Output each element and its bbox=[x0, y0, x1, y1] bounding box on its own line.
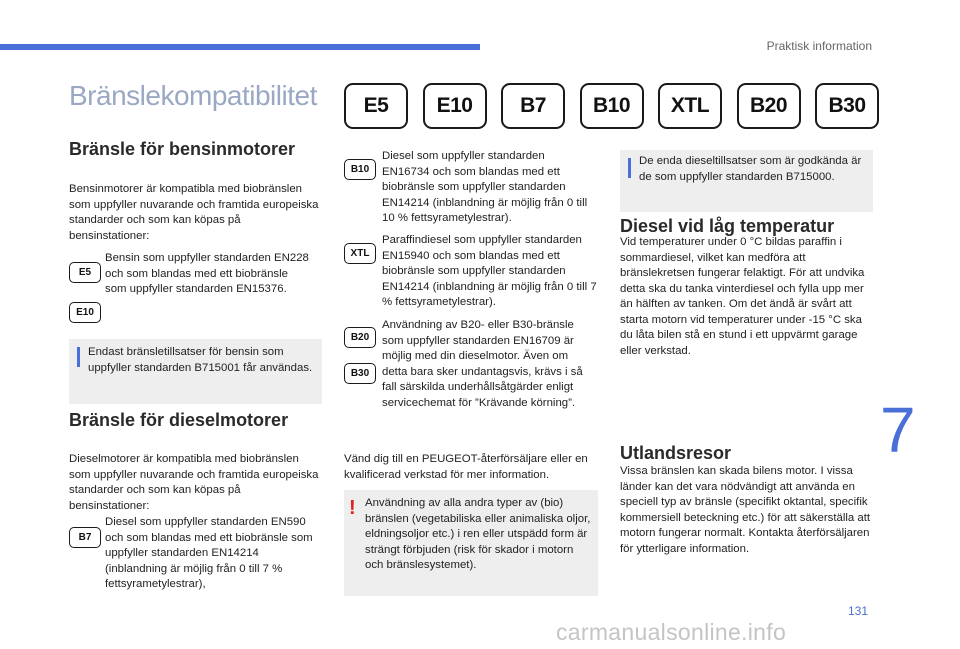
fuel-badge-b10: B10 bbox=[580, 83, 644, 129]
abroad-heading: Utlandsresor bbox=[620, 443, 732, 463]
b30-small-badge: B30 bbox=[344, 363, 376, 384]
b10-small-badge: B10 bbox=[344, 159, 376, 180]
xtl-small-badge: XTL bbox=[344, 243, 376, 264]
diesel-intro: Dieselmotorer är kompatibla med biobränslen som uppfyller nuvarande och framtida europeiska standarder och som kan köpas på bensinstationer: bbox=[69, 453, 319, 512]
fuel-badge-b20: B20 bbox=[737, 83, 801, 129]
petrol-spec-text: Bensin som uppfyller standarden EN228 och som blandas med ett biobränsle som uppfyller standarden EN15376. bbox=[105, 252, 309, 295]
low-temp-heading: Diesel vid låg temperatur bbox=[620, 216, 835, 236]
warning-text: Användning av alla andra typer av (bio) bränslen (vegetabiliska eller animaliska oljor, eldningsoljor etc.) i ren eller utspädd form är strängt förbjuden (risk för skador i motorn och bränslesystemet). bbox=[365, 497, 591, 571]
diesel-additive-box bbox=[620, 150, 873, 212]
top-accent-bar bbox=[0, 44, 480, 50]
fuel-badge-b30: B30 bbox=[815, 83, 879, 129]
b20-small-badge: B20 bbox=[344, 327, 376, 348]
warning-box bbox=[344, 490, 598, 596]
section-header: Praktisk information bbox=[766, 39, 872, 53]
b10-text: Diesel som uppfyller standarden EN16734 och som blandas med ett biobränsle som uppfyller standarden EN14214 (inblandning är möjlig från 0 till 10 % fettsyrametylestrar). bbox=[382, 150, 588, 224]
e10-small-badge: E10 bbox=[69, 302, 101, 323]
petrol-heading: Bränsle för bensinmotorer bbox=[69, 139, 296, 159]
fuel-badge-e5: E5 bbox=[344, 83, 408, 129]
additive-text: De enda dieseltillsatser som är godkända är de som uppfyller standarden B715000. bbox=[639, 155, 862, 183]
info-icon bbox=[628, 158, 631, 178]
chapter-number: 7 bbox=[880, 394, 916, 466]
fuel-badge-e10: E10 bbox=[423, 83, 487, 129]
page-number: 131 bbox=[847, 604, 868, 618]
diesel-heading: Bränsle för dieselmotorer bbox=[69, 410, 289, 430]
petrol-info-box bbox=[69, 339, 322, 404]
fuel-badge-row bbox=[344, 83, 894, 129]
b20-b30-text: Användning av B20- eller B30-bränsle som uppfyller standarden EN16709 är möjlig med din dieselmotor. Även om detta bara sker undantagsvis, krävs i så fall särskilda underhållsåtgärder enligt servicechemat för ”Krävande körning”. bbox=[382, 319, 583, 409]
warning-icon: ! bbox=[349, 497, 356, 519]
abroad-text: Vissa bränslen kan skada bilens motor. I vissa länder kan det vara nödvändigt att använda en speciell typ av bränsle (specifikt oktantal, specifik kommersiell beteckning etc.) för att säkerställa att motorn fungerar normalt. Kontakta återförsäljaren för ytterligare information. bbox=[620, 465, 871, 555]
e5-small-badge: E5 bbox=[69, 262, 101, 283]
watermark: carmanualsonline.info bbox=[556, 619, 787, 645]
b7-small-badge: B7 bbox=[69, 527, 101, 548]
low-temp-text: Vid temperaturer under 0 °C bildas paraffin i sommardiesel, vilket kan medföra att bränslekretsen fungerar felaktigt. För att undvika detta ska du tanka vinterdiesel och fylla upp mer än hälften av tanken. Om det ändå är svårt att starta motorn vid temperaturer under -15 °C ska du låta bilen stå en stund i ett uppvärmt garage eller verkstad. bbox=[620, 236, 865, 357]
petrol-intro: Bensinmotorer är kompatibla med biobränslen som uppfyller nuvarande och framtida europeiska standarder och som kan köpas på bensinstationer: bbox=[69, 183, 319, 242]
fuel-badge-xtl: XTL bbox=[658, 83, 722, 129]
fuel-badge-b7: B7 bbox=[501, 83, 565, 129]
b7-text: Diesel som uppfyller standarden EN590 och som blandas med ett biobränsle som uppfyller standarden EN14214 (inblandning är möjlig från 0 till 7 % fettsyrametylestrar), bbox=[105, 516, 313, 590]
xtl-text: Paraffindiesel som uppfyller standarden EN15940 och som blandas med ett biobränsle som uppfyller standarden EN14214 (inblandning är möjlig från 0 till 7 % fettsyrametylestrar). bbox=[382, 234, 597, 308]
info-icon bbox=[77, 347, 80, 367]
page-title: Bränslekompatibilitet bbox=[69, 80, 317, 111]
dealer-text: Vänd dig till en PEUGEOT-återförsäljare eller en kvalificerad verkstad för mer information. bbox=[344, 453, 588, 481]
petrol-info-text: Endast bränsletillsatser för bensin som uppfyller standarden B715001 får användas. bbox=[88, 346, 313, 374]
